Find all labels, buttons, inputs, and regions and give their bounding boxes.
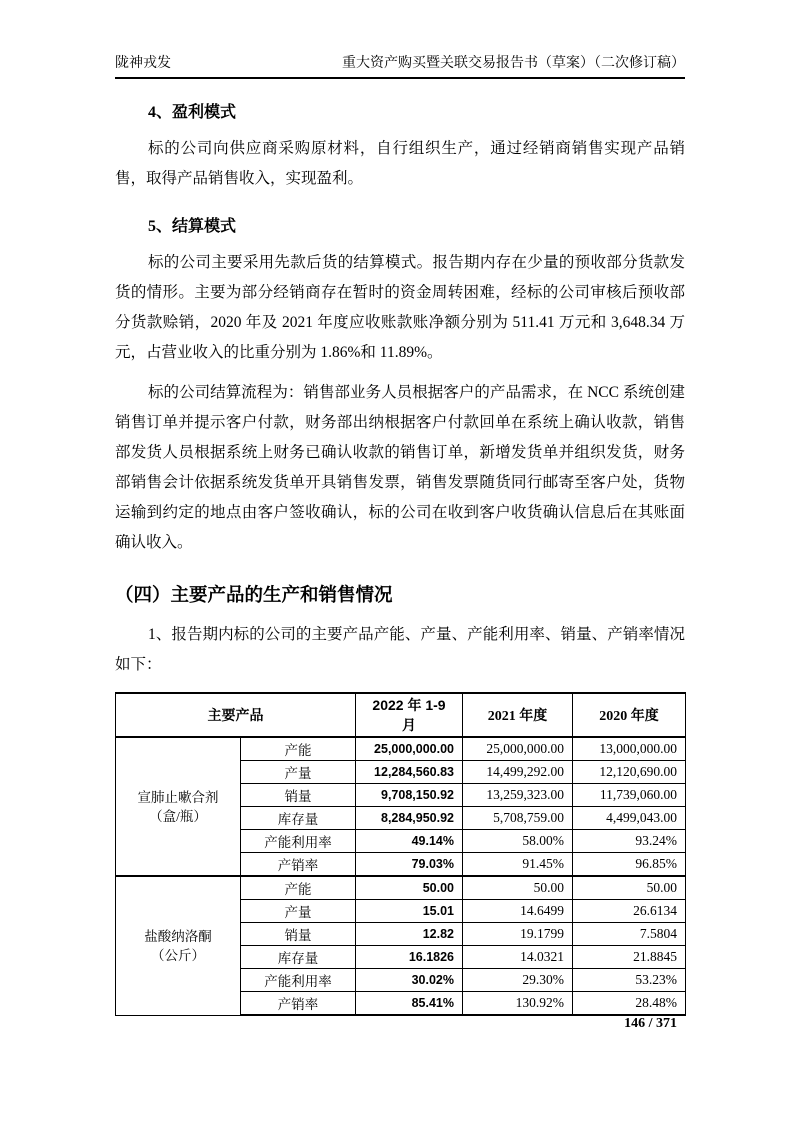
value-2021: 14,499,292.00	[463, 761, 573, 784]
metric-label: 产能	[241, 737, 356, 761]
value-2021: 13,259,323.00	[463, 784, 573, 807]
page-number: 146 / 371	[624, 1016, 677, 1031]
value-2022: 12,284,560.83	[356, 761, 463, 784]
value-2022: 49.14%	[356, 830, 463, 853]
paragraph-profit-model: 标的公司向供应商采购原材料，自行组织生产，通过经销商销售实现产品销售，取得产品销售收入，实现盈利。	[115, 140, 685, 187]
production-sales-table	[115, 692, 686, 1016]
value-2021: 25,000,000.00	[463, 737, 573, 761]
value-2020: 53.23%	[573, 969, 686, 992]
metric-label: 产销率	[241, 853, 356, 877]
value-2022: 9,708,150.92	[356, 784, 463, 807]
col-header-2022: 2022 年 1-9 月	[356, 693, 463, 737]
metric-label: 销量	[241, 784, 356, 807]
value-2020: 50.00	[573, 876, 686, 900]
product-name-cell	[116, 876, 241, 1015]
heading-profit-model: 4、盈利模式	[148, 104, 237, 121]
product-name: 宣肺止嗽合剂	[137, 789, 219, 805]
table-row	[116, 876, 686, 900]
metric-label: 产量	[241, 761, 356, 784]
value-2020: 96.85%	[573, 853, 686, 877]
paragraph-table-intro: 1、报告期内标的公司的主要产品产能、产量、产能利用率、销量、产销率情况如下：	[115, 626, 685, 673]
metric-label: 产能利用率	[241, 830, 356, 853]
product-unit: （公斤）	[151, 947, 205, 963]
company-short-name: 陇神戎发	[115, 56, 171, 71]
value-2020: 93.24%	[573, 830, 686, 853]
value-2022: 85.41%	[356, 992, 463, 1016]
report-title: 重大资产购买暨关联交易报告书（草案）（二次修订稿）	[342, 56, 685, 71]
metric-label: 产能利用率	[241, 969, 356, 992]
product-unit: （盒/瓶）	[149, 808, 207, 824]
table-row	[116, 737, 686, 761]
value-2021: 130.92%	[463, 992, 573, 1016]
product-name: 盐酸纳洛酮	[144, 928, 212, 944]
document-body	[115, 78, 685, 1016]
metric-label: 产能	[241, 876, 356, 900]
metric-label: 库存量	[241, 807, 356, 830]
value-2020: 12,120,690.00	[573, 761, 686, 784]
value-2022: 12.82	[356, 923, 463, 946]
value-2020: 4,499,043.00	[573, 807, 686, 830]
value-2022: 16.1826	[356, 946, 463, 969]
value-2022: 25,000,000.00	[356, 737, 463, 761]
value-2020: 13,000,000.00	[573, 737, 686, 761]
value-2020: 28.48%	[573, 992, 686, 1016]
paragraph-settlement-2: 标的公司结算流程为：销售部业务人员根据客户的产品需求，在 NCC 系统创建销售订单并提示客户付款，财务部出纳根据客户付款回单在系统上确认收款，销售部发货人员根据系统上财务已确认收款的销售订单，新增发货单并组织发货，财务部销售会计依据系统发货单开具销售发票，销售发票随货同行邮寄至客户处，货物运输到约定的地点由客户签收确认，标的公司在收到客户收货确认信息后在其账面确认收入。	[115, 384, 685, 551]
value-2020: 7.5804	[573, 923, 686, 946]
value-2021: 19.1799	[463, 923, 573, 946]
running-header	[115, 52, 685, 79]
heading-settlement-model: 5、结算模式	[148, 218, 237, 235]
value-2021: 91.45%	[463, 853, 573, 877]
value-2022: 30.02%	[356, 969, 463, 992]
value-2020: 26.6134	[573, 900, 686, 923]
value-2022: 8,284,950.92	[356, 807, 463, 830]
col-header-2020: 2020 年度	[573, 693, 686, 737]
value-2022: 15.01	[356, 900, 463, 923]
col-header-main-product: 主要产品	[116, 693, 356, 737]
value-2021: 50.00	[463, 876, 573, 900]
value-2021: 58.00%	[463, 830, 573, 853]
table-header-row	[116, 693, 686, 737]
metric-label: 销量	[241, 923, 356, 946]
paragraph-settlement-1: 标的公司主要采用先款后货的结算模式。报告期内存在少量的预收部分货款发货的情形。主要为部分经销商存在暂时的资金周转困难，经标的公司审核后预收部分货款赊销，2020 年及 2021 年度应收账款账净额分别为 511.41 万元和 3,648.34 万元，占营业收入的比重分别为 1.86%和 11.89%。	[115, 254, 685, 361]
value-2022: 50.00	[356, 876, 463, 900]
value-2021: 14.6499	[463, 900, 573, 923]
value-2021: 14.0321	[463, 946, 573, 969]
value-2020: 21.8845	[573, 946, 686, 969]
metric-label: 产量	[241, 900, 356, 923]
product-name-cell	[116, 737, 241, 876]
section-heading-production-sales: （四）主要产品的生产和销售情况	[115, 584, 393, 605]
value-2021: 5,708,759.00	[463, 807, 573, 830]
metric-label: 产销率	[241, 992, 356, 1016]
value-2021: 29.30%	[463, 969, 573, 992]
value-2020: 11,739,060.00	[573, 784, 686, 807]
col-header-2021: 2021 年度	[463, 693, 573, 737]
metric-label: 库存量	[241, 946, 356, 969]
value-2022: 79.03%	[356, 853, 463, 877]
